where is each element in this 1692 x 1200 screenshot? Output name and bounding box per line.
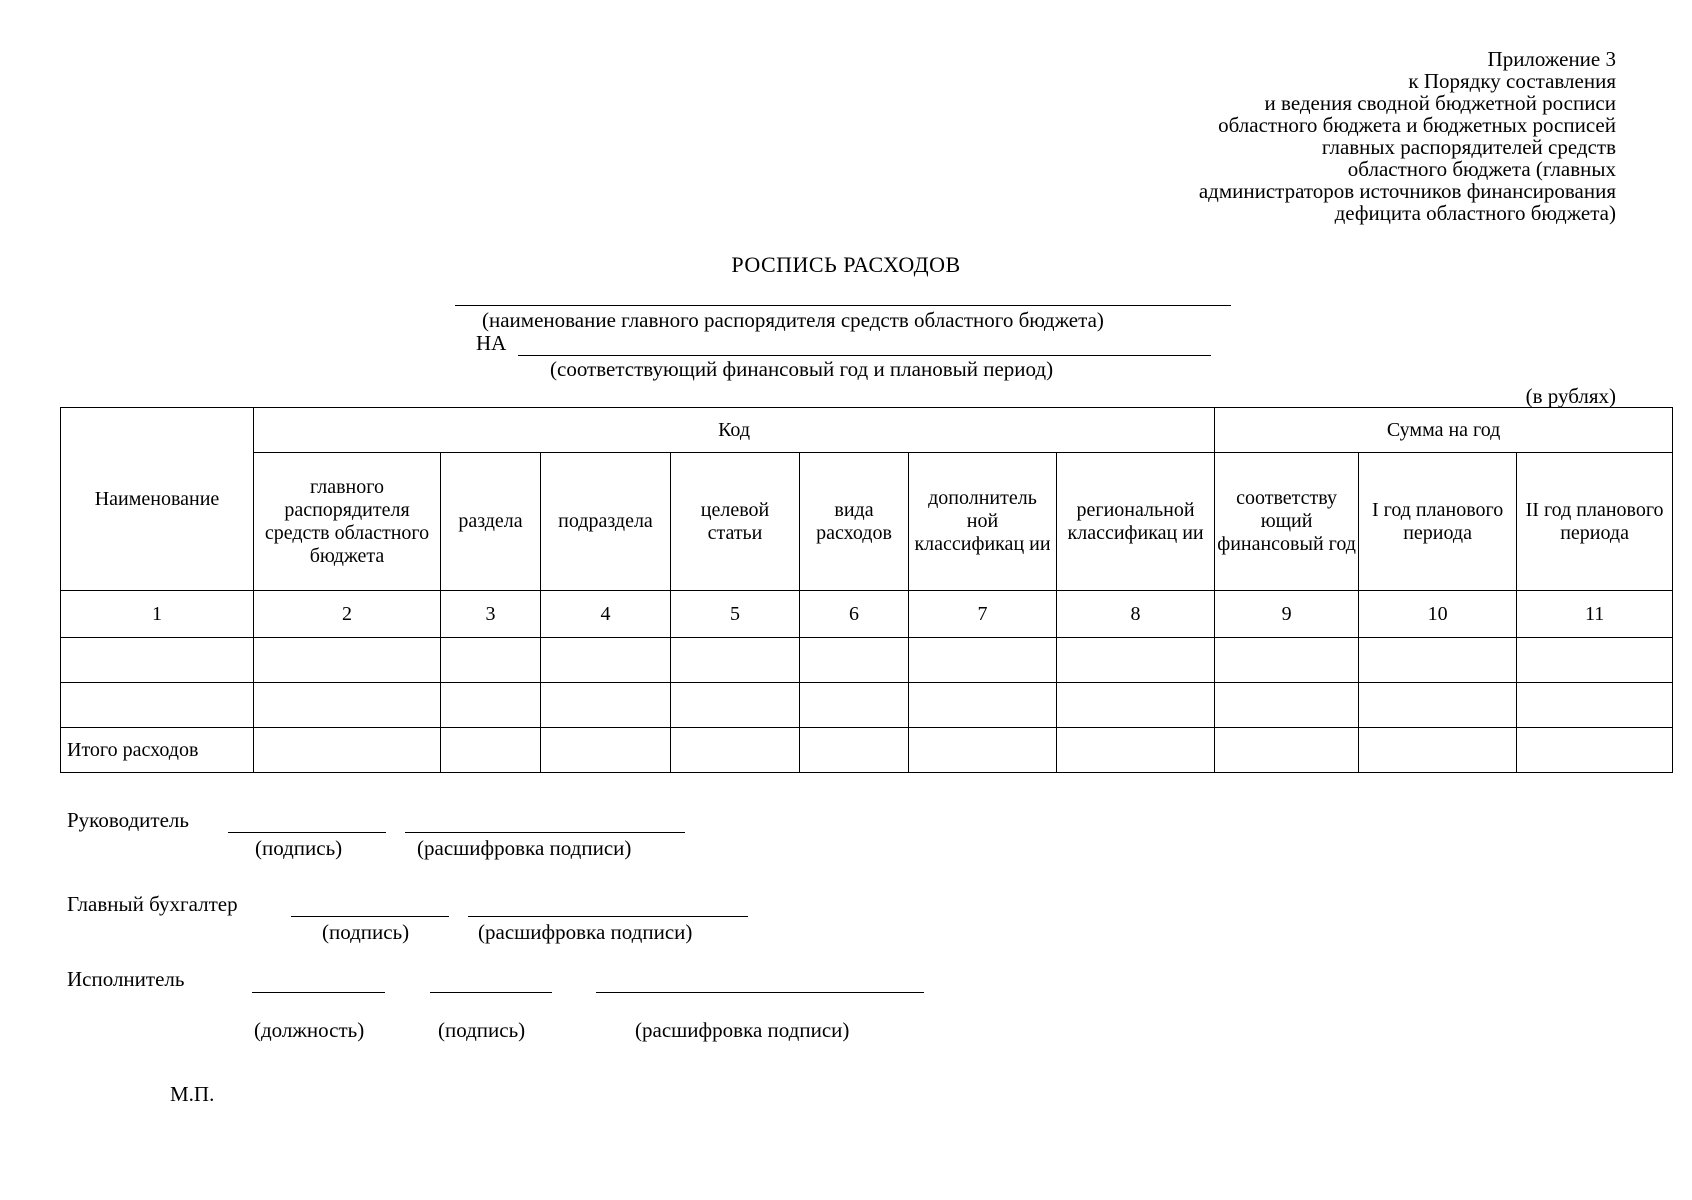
total-label: Итого расходов bbox=[61, 728, 254, 773]
unit-label: (в рублях) bbox=[1525, 384, 1616, 408]
column-number: 4 bbox=[541, 591, 671, 638]
appendix-line: администраторов источников финансирования bbox=[1198, 179, 1616, 203]
head-label: Руководитель bbox=[67, 808, 189, 832]
header-regional-classification: региональной классификац ии bbox=[1057, 453, 1215, 591]
table-row bbox=[61, 683, 1673, 728]
table-cell[interactable] bbox=[1359, 683, 1517, 728]
header-subsection-code: подраздела bbox=[541, 453, 671, 591]
accountant-signature-line[interactable] bbox=[291, 916, 449, 917]
column-number: 2 bbox=[254, 591, 441, 638]
table-cell[interactable] bbox=[541, 683, 671, 728]
table-cell[interactable] bbox=[909, 683, 1057, 728]
table-cell[interactable] bbox=[61, 683, 254, 728]
appendix-header bbox=[1016, 48, 1616, 224]
accountant-decoding-line[interactable] bbox=[468, 916, 748, 917]
table-cell[interactable] bbox=[541, 728, 671, 773]
table-cell[interactable] bbox=[800, 638, 909, 683]
table-cell[interactable] bbox=[254, 728, 441, 773]
header-plan-year-2: II год планового периода bbox=[1517, 453, 1673, 591]
recipient-caption: (наименование главного распорядителя средств областного бюджета) bbox=[482, 308, 1104, 332]
column-number: 9 bbox=[1215, 591, 1359, 638]
table-cell[interactable] bbox=[800, 728, 909, 773]
table-cell[interactable] bbox=[1517, 728, 1673, 773]
executor-decoding-caption: (расшифровка подписи) bbox=[635, 1018, 850, 1042]
column-number: 10 bbox=[1359, 591, 1517, 638]
table-cell[interactable] bbox=[541, 638, 671, 683]
table-cell[interactable] bbox=[909, 728, 1057, 773]
head-decoding-caption: (расшифровка подписи) bbox=[417, 836, 632, 860]
header-expense-type-code: вида расходов bbox=[800, 453, 909, 591]
period-caption: (соответствующий финансовый год и плановый период) bbox=[550, 357, 1054, 381]
column-number: 1 bbox=[61, 591, 254, 638]
total-row bbox=[61, 728, 1673, 773]
table-cell[interactable] bbox=[1517, 638, 1673, 683]
head-decoding-line[interactable] bbox=[405, 832, 685, 833]
appendix-line: Приложение 3 bbox=[1487, 47, 1616, 71]
recipient-name-line[interactable] bbox=[455, 305, 1231, 306]
appendix-line: дефицита областного бюджета) bbox=[1334, 201, 1616, 225]
table-cell[interactable] bbox=[254, 638, 441, 683]
table-cell[interactable] bbox=[441, 728, 541, 773]
table-cell[interactable] bbox=[1215, 728, 1359, 773]
table-cell[interactable] bbox=[254, 683, 441, 728]
table-cell[interactable] bbox=[441, 683, 541, 728]
accountant-decoding-caption: (расшифровка подписи) bbox=[478, 920, 693, 944]
table-row bbox=[61, 638, 1673, 683]
table-cell[interactable] bbox=[1517, 683, 1673, 728]
table-cell[interactable] bbox=[1057, 638, 1215, 683]
table-cell[interactable] bbox=[441, 638, 541, 683]
header-name: Наименование bbox=[61, 408, 254, 591]
appendix-line: главных распорядителей средств bbox=[1321, 135, 1616, 159]
header-current-year: соответству ющий финансовый год bbox=[1215, 453, 1359, 591]
stamp-place: М.П. bbox=[170, 1082, 215, 1106]
header-section-code: раздела bbox=[441, 453, 541, 591]
head-signature-caption: (подпись) bbox=[255, 836, 343, 860]
table-cell[interactable] bbox=[1215, 638, 1359, 683]
header-additional-classification: дополнитель ной классификац ии bbox=[909, 453, 1057, 591]
header-sum-group: Сумма на год bbox=[1215, 408, 1673, 453]
table-cell[interactable] bbox=[909, 638, 1057, 683]
expenditure-table bbox=[60, 407, 1673, 773]
executor-signature-line[interactable] bbox=[430, 992, 552, 993]
column-number: 11 bbox=[1517, 591, 1673, 638]
executor-position-line[interactable] bbox=[252, 992, 385, 993]
document-title: РОСПИСЬ РАСХОДОВ bbox=[731, 252, 961, 277]
period-prefix: НА bbox=[476, 331, 507, 355]
header-chief-manager-code: главного распорядителя средств областного бюджета bbox=[254, 453, 441, 591]
column-number: 3 bbox=[441, 591, 541, 638]
column-number: 6 bbox=[800, 591, 909, 638]
column-number: 7 bbox=[909, 591, 1057, 638]
table-cell[interactable] bbox=[671, 728, 800, 773]
table-cell[interactable] bbox=[1215, 683, 1359, 728]
header-plan-year-1: I год планового периода bbox=[1359, 453, 1517, 591]
accountant-label: Главный бухгалтер bbox=[67, 892, 238, 916]
table-cell[interactable] bbox=[1359, 728, 1517, 773]
column-number: 5 bbox=[671, 591, 800, 638]
executor-label: Исполнитель bbox=[67, 967, 185, 991]
table-cell[interactable] bbox=[1057, 683, 1215, 728]
table-cell[interactable] bbox=[1057, 728, 1215, 773]
table-cell[interactable] bbox=[671, 683, 800, 728]
table-cell[interactable] bbox=[61, 638, 254, 683]
header-code-group: Код bbox=[254, 408, 1215, 453]
appendix-line: и ведения сводной бюджетной росписи bbox=[1264, 91, 1616, 115]
header-target-item-code: целевой статьи bbox=[671, 453, 800, 591]
executor-position-caption: (должность) bbox=[254, 1018, 365, 1042]
executor-decoding-line[interactable] bbox=[596, 992, 924, 993]
appendix-line: областного бюджета (главных bbox=[1347, 157, 1616, 181]
table-cell[interactable] bbox=[671, 638, 800, 683]
appendix-line: к Порядку составления bbox=[1408, 69, 1616, 93]
accountant-signature-caption: (подпись) bbox=[322, 920, 410, 944]
column-number: 8 bbox=[1057, 591, 1215, 638]
executor-signature-caption: (подпись) bbox=[438, 1018, 526, 1042]
head-signature-line[interactable] bbox=[228, 832, 386, 833]
table-cell[interactable] bbox=[800, 683, 909, 728]
appendix-line: областного бюджета и бюджетных росписей bbox=[1218, 113, 1616, 137]
period-line[interactable] bbox=[518, 355, 1211, 356]
table-cell[interactable] bbox=[1359, 638, 1517, 683]
